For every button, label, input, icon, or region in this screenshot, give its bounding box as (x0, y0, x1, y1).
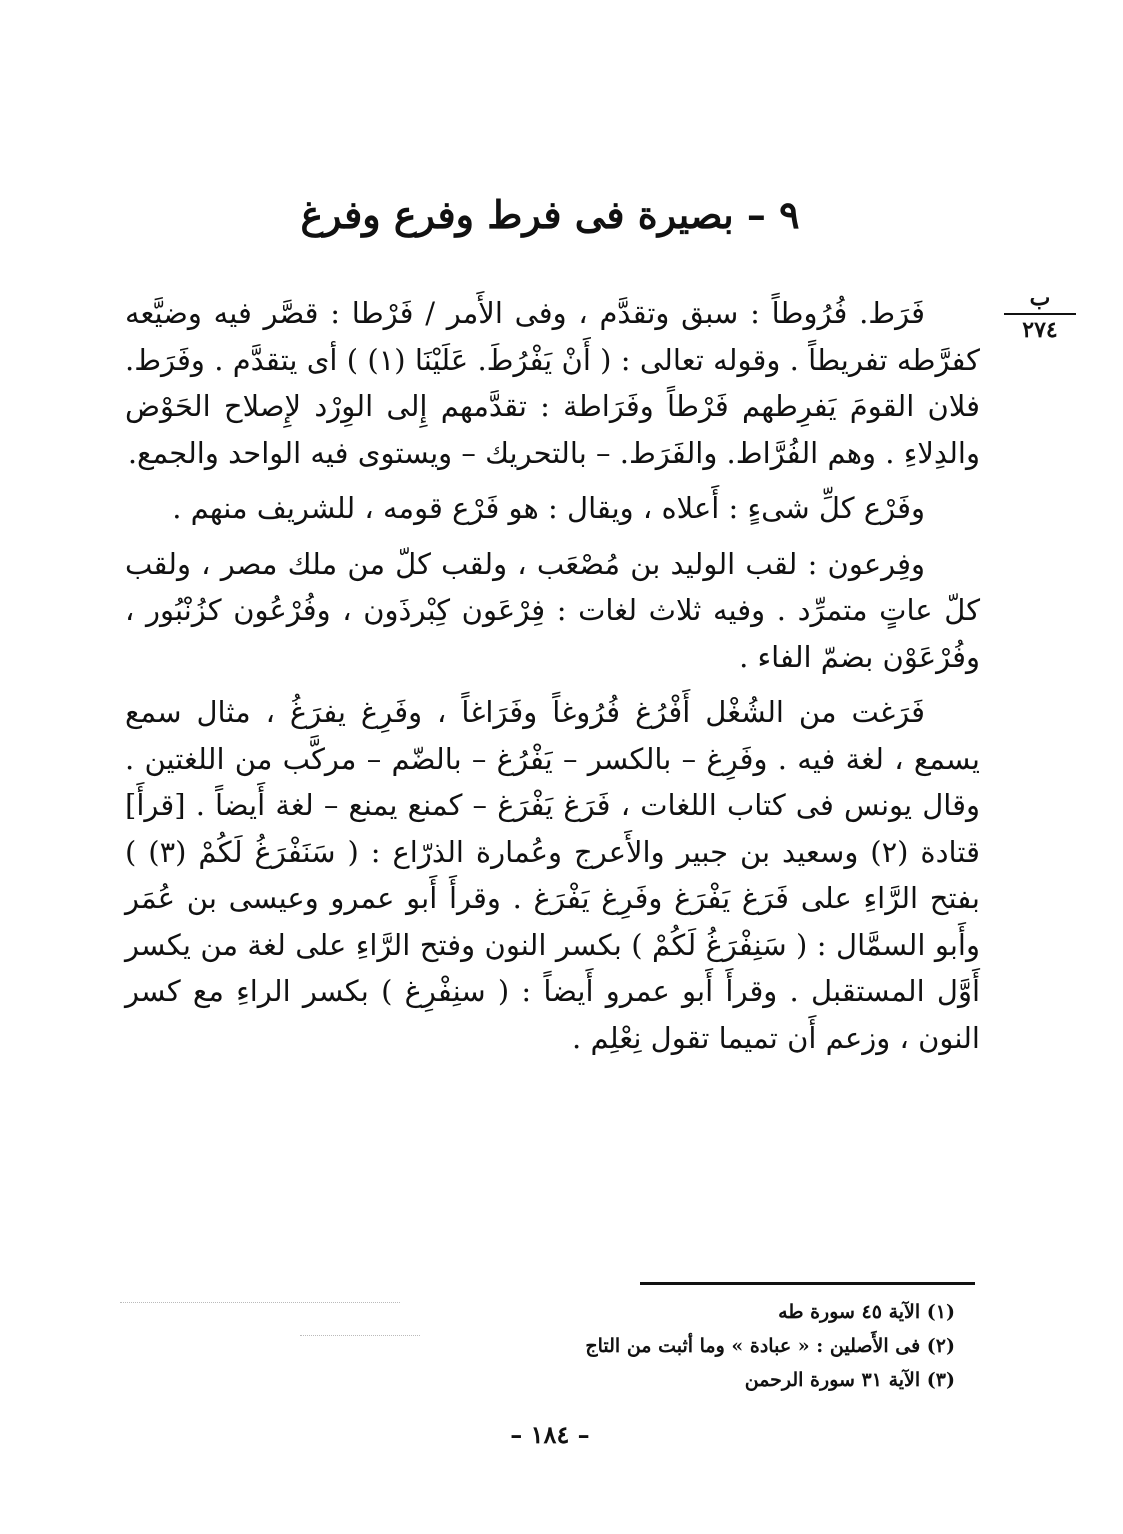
scan-artifact (300, 1335, 420, 1336)
margin-note-number: ٢٧٤ (1022, 317, 1058, 344)
footnote-divider (640, 1282, 975, 1285)
scan-artifact (120, 1302, 400, 1303)
page-number: – ١٨٤ – (510, 1420, 590, 1449)
margin-note-letter: ب (1029, 285, 1051, 311)
section-title: ٩ – بصيرة فى فرط وفرع وفرغ (300, 192, 800, 237)
body-text (125, 290, 980, 1070)
footnote-2: (٢) فى الأَصلين : « عبادة » وما أثبت من التاج (585, 1335, 955, 1357)
paragraph-faragha: فَرَغت من الشُغْل أَفْرُغ فُرُوغاً وفَرَاغاً ، وفَرِغ يفرَغُ ، مثال سمع يسمع ، لغة فيه . وفَرِغ – بالكسر – يَفْرُغ – بالضّم – مركَّب من اللغتين . وقال يونس فى كتاب اللغات ، فَرَغ يَفْرَغ – كمنع يمنع – لغة أَيضاً . [قرأَ] قتادة (٢) وسعيد بن جبير والأَعرج وعُمارة الذرّاع : ( سَنَفْرَغُ لَكُمْ (٣) ) بفتح الرَّاءِ على فَرَغ يَفْرَغ وفَرِغ يَفْرَغ . وقرأَ أَبو عمرو وعيسى بن عُمَر وأَبو السمَّال : ( سَنِفْرَغُ لَكُمْ ) بكسر النون وفتح الرَّاءِ على لغة من يكسر أَوَّل المستقبل . وقرأَ أَبو عمرو أَيضاً : ( سنِفْرِغ ) بكسر الراءِ مع كسر النون ، وزعم أَن تميما تقول نِعْلِم . (125, 695, 981, 1055)
margin-note (1000, 285, 1080, 344)
paragraph-far: وفَرْع كلِّ شىءٍ : أَعلاه ، ويقال : هو فَرْع قومه ، للشريف منهم . (172, 491, 925, 525)
margin-note-rule (1004, 313, 1076, 315)
paragraph-firawn: وفِرعون : لقب الوليد بن مُصْعَب ، ولقب كلّ من ملك مصر ، ولقب كلّ عاتٍ متمرِّد . وفيه ثلاث لغات : فِرْعَون كِبْرذَون ، وفُرْعُون كزُنْبُور ، وفُرْعَوْن بضمّ الفاء . (125, 546, 980, 674)
footnotes (450, 1295, 955, 1397)
paragraph-farat: فَرَط. فُرُوطاً : سبق وتقدَّم ، وفى الأَمر / فَرْطا : قصَّر فيه وضيَّعه كفرَّطه تفريطاً . وقوله تعالى : ( أَنْ يَفْرُطَ. عَلَيْنَا (١) ) أى يتقدَّم . وفَرَط. فلان القومَ يَفرِطهم فَرْطاً وفَرَاطة : تقدَّمهم إِلى الوِرْد لإِصلاح الحَوْض والدِلاءِ . وهم الفُرَّاط. والفَرَط. – بالتحريك – ويستوى فيه الواحد والجمع. (125, 296, 980, 470)
footnote-3: (٣) الآية ٣١ سورة الرحمن (744, 1369, 955, 1391)
footnote-1: (١) الآية ٤٥ سورة طه (778, 1301, 955, 1323)
